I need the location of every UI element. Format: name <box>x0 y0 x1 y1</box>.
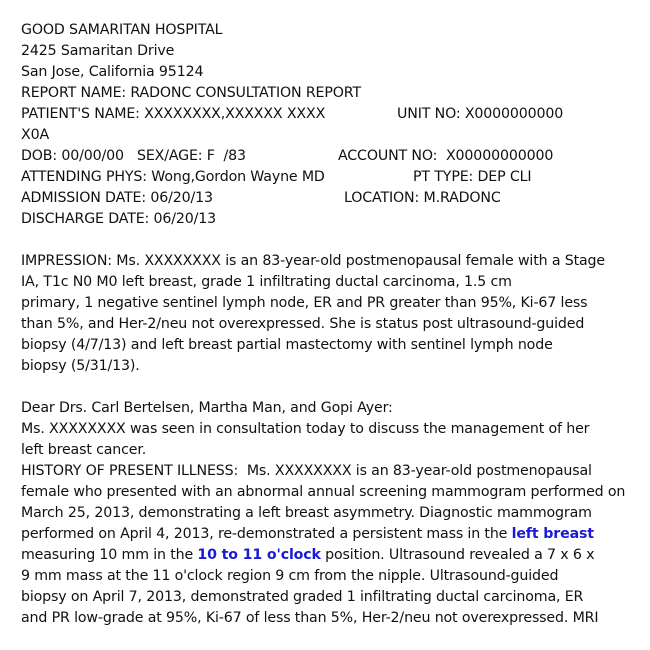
history-text: measuring 10 mm in the <box>21 547 198 563</box>
consultation-report <box>21 20 641 629</box>
history-line: HISTORY OF PRESENT ILLNESS: Ms. XXXXXXXX is an 83-year-old postmenopausal <box>21 463 592 479</box>
attending-row <box>21 167 641 188</box>
highlight-clock-position: 10 to 11 o'clock <box>197 547 321 563</box>
history-line: female who presented with an abnormal annual screening mammogram performed on <box>21 484 626 500</box>
letter-line: left breast cancer. <box>21 442 147 458</box>
admission-date: ADMISSION DATE: 06/20/13 <box>21 190 213 206</box>
impression-line: biopsy (4/7/13) and left breast partial mastectomy with sentinel lymph node <box>21 337 553 353</box>
letter-section <box>21 398 641 461</box>
impression-line: IA, T1c N0 M0 left breast, grade 1 infiltrating ductal carcinoma, 1.5 cm <box>21 274 512 290</box>
history-line <box>21 524 641 545</box>
impression-line: IMPRESSION: Ms. XXXXXXXX is an 83-year-old postmenopausal female with a Stage <box>21 253 605 269</box>
hospital-city: San Jose, California 95124 <box>21 64 204 80</box>
history-line: and PR low-grade at 95%, Ki-67 of less than 5%, Her-2/neu not overexpressed. MRI <box>21 610 599 626</box>
history-line: 9 mm mass at the 11 o'clock region 9 cm from the nipple. Ultrasound-guided <box>21 568 559 584</box>
hospital-address: 2425 Samaritan Drive <box>21 43 175 59</box>
history-section <box>21 461 641 629</box>
impression-section <box>21 251 641 377</box>
letter-line: Ms. XXXXXXXX was seen in consultation today to discuss the management of her <box>21 421 590 437</box>
patient-name: PATIENT'S NAME: XXXXXXXX,XXXXXX XXXX <box>21 106 326 122</box>
unit-no: UNIT NO: X0000000000 <box>397 106 564 122</box>
highlight-left-breast: left breast <box>511 526 594 542</box>
history-text: position. Ultrasound revealed a 7 x 6 x <box>320 547 595 563</box>
dob-sex-age: DOB: 00/00/00 SEX/AGE: F /83 <box>21 148 246 164</box>
discharge-date: DISCHARGE DATE: 06/20/13 <box>21 211 217 227</box>
pt-type: PT TYPE: DEP CLI <box>413 169 532 185</box>
patient-row <box>21 104 641 125</box>
history-line: biopsy on April 7, 2013, demonstrated graded 1 infiltrating ductal carcinoma, ER <box>21 589 584 605</box>
location: LOCATION: M.RADONC <box>344 190 501 206</box>
history-line <box>21 545 641 566</box>
unit-no-continued: X0A <box>21 127 50 143</box>
history-line: March 25, 2013, demonstrating a left breast asymmetry. Diagnostic mammogram <box>21 505 592 521</box>
dob-row <box>21 146 641 167</box>
impression-line: biopsy (5/31/13). <box>21 358 140 374</box>
admission-row <box>21 188 641 209</box>
account-no: ACCOUNT NO: X00000000000 <box>338 148 554 164</box>
salutation: Dear Drs. Carl Bertelsen, Martha Man, and Gopi Ayer: <box>21 400 393 416</box>
report-name: REPORT NAME: RADONC CONSULTATION REPORT <box>21 85 361 101</box>
hospital-name: GOOD SAMARITAN HOSPITAL <box>21 22 223 38</box>
attending-phys: ATTENDING PHYS: Wong,Gordon Wayne MD <box>21 169 325 185</box>
impression-line: primary, 1 negative sentinel lymph node, ER and PR greater than 95%, Ki-67 less <box>21 295 588 311</box>
history-text: performed on April 4, 2013, re-demonstrated a persistent mass in the <box>21 526 512 542</box>
impression-line: than 5%, and Her-2/neu not overexpressed. She is status post ultrasound-guided <box>21 316 585 332</box>
